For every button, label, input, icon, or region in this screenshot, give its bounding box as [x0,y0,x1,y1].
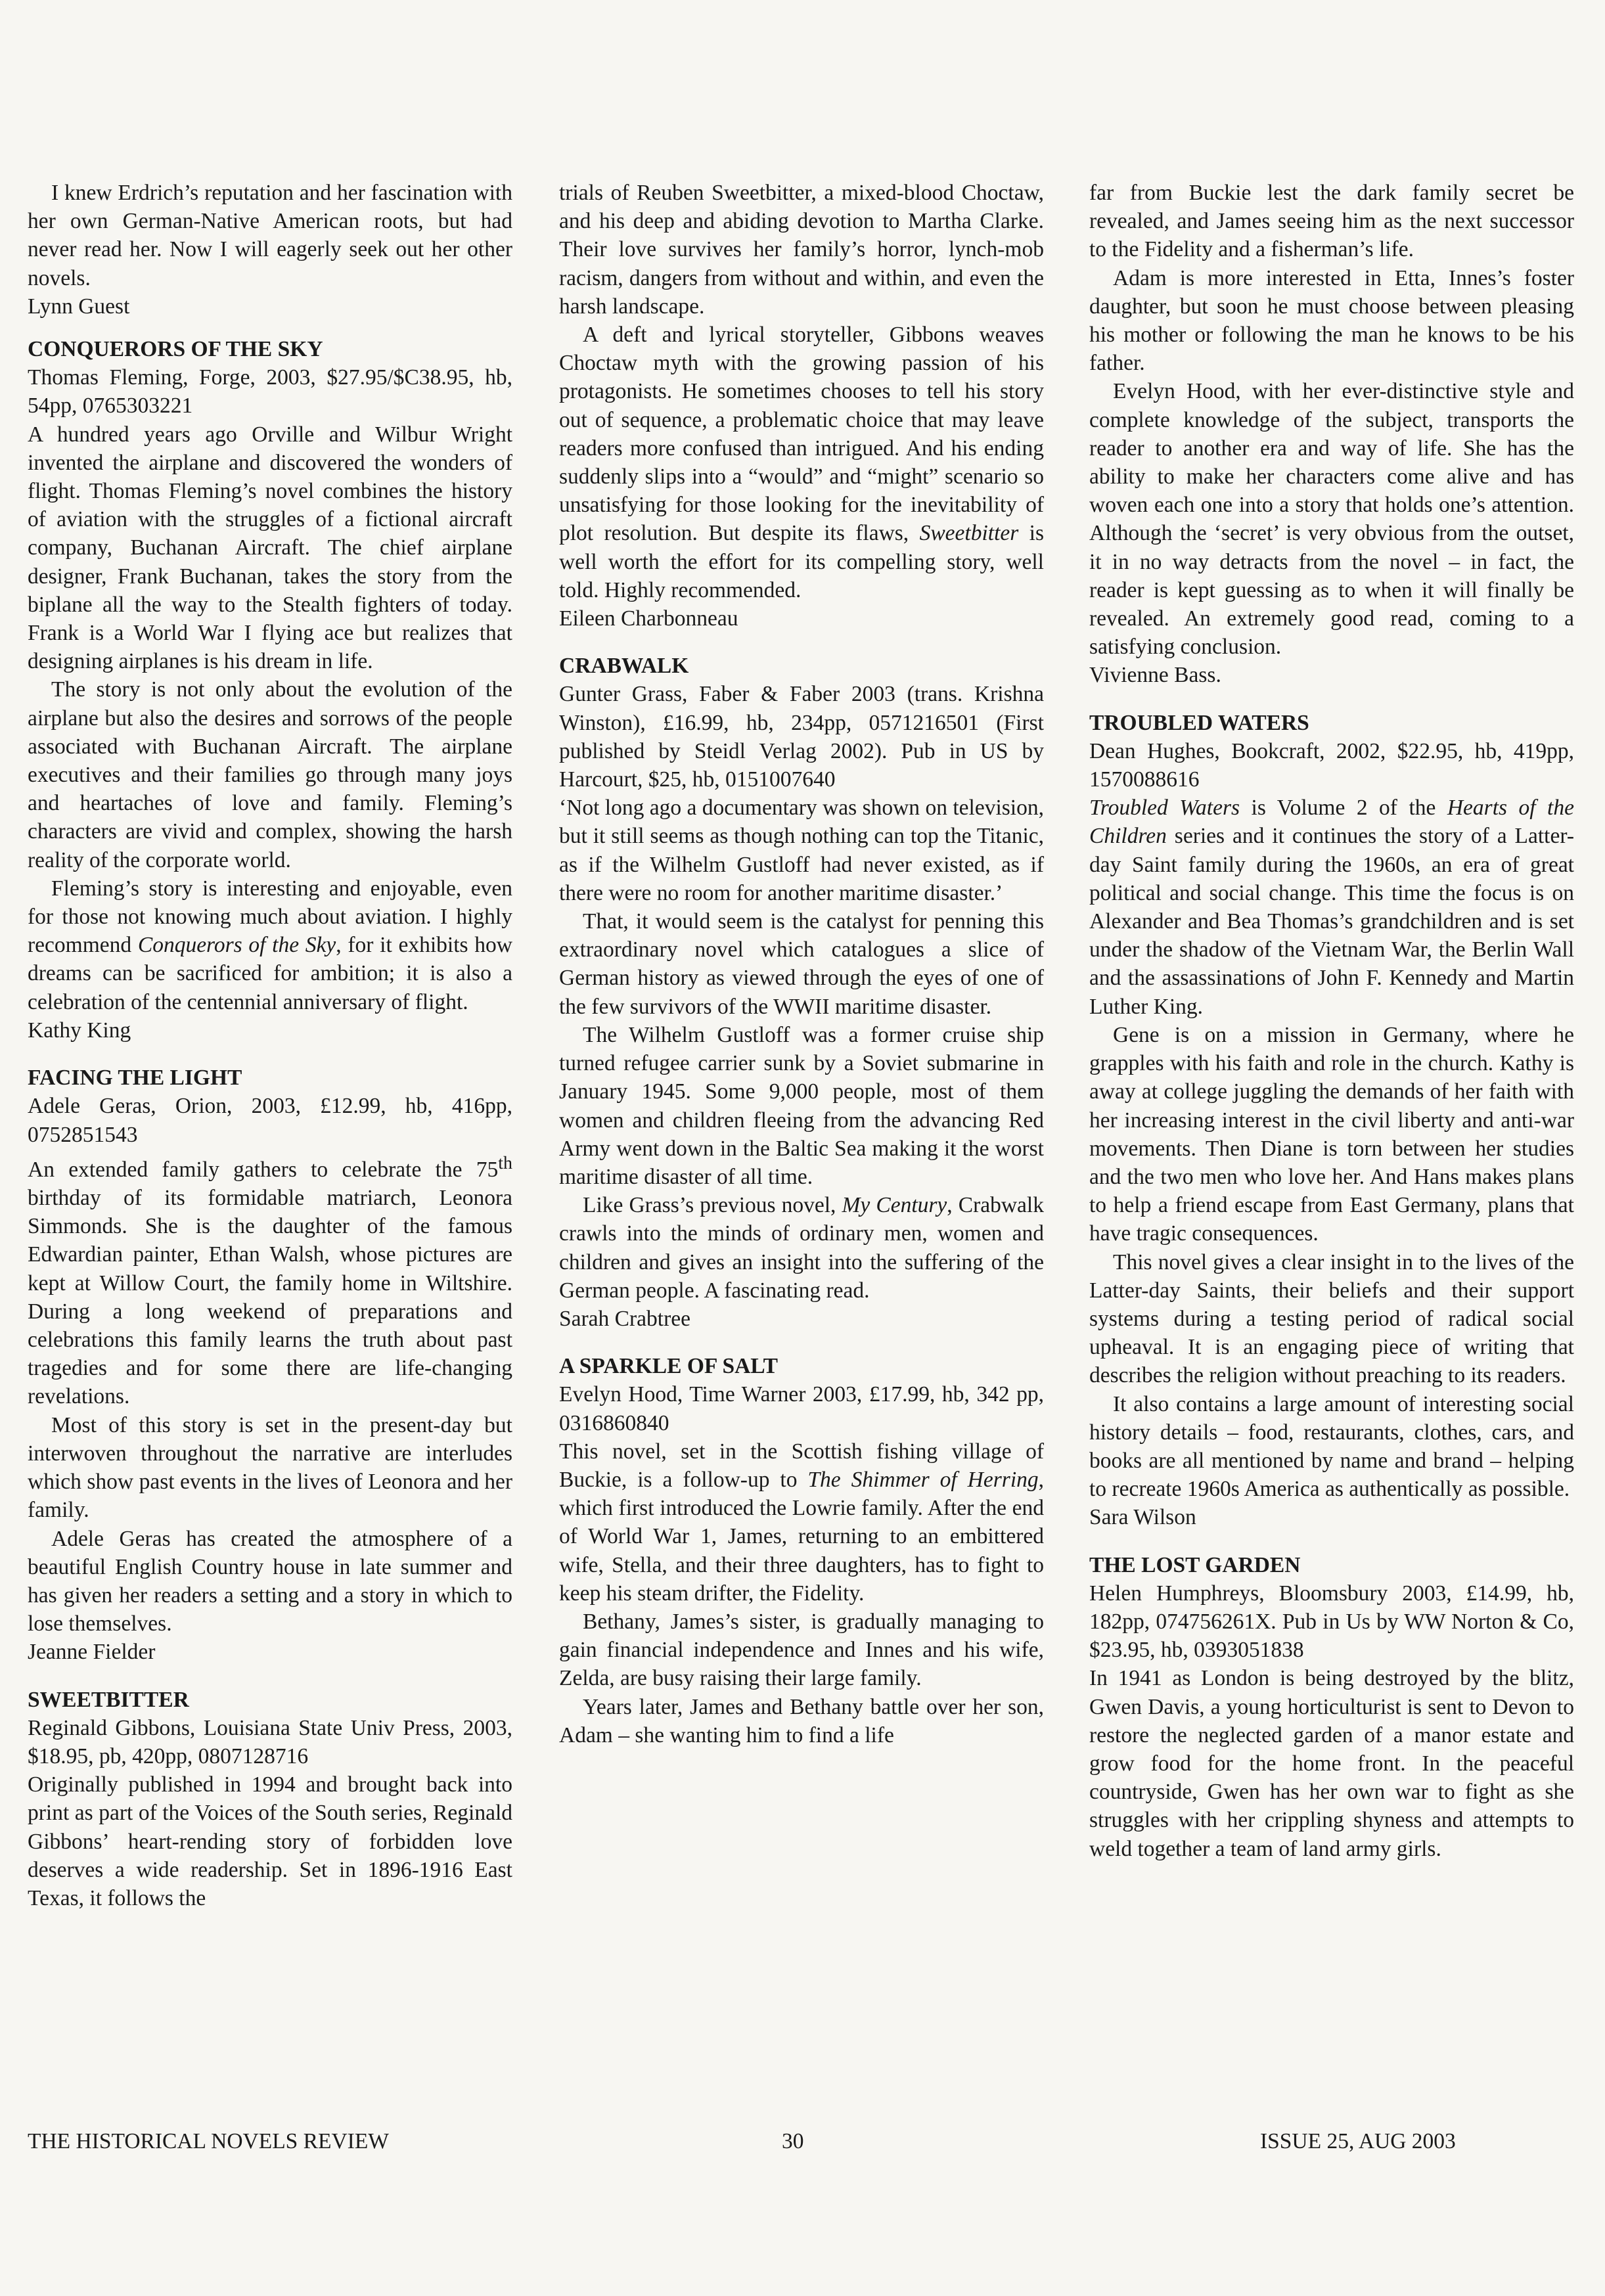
column-1 [28,179,512,1912]
review-paragraph: A deft and lyrical storyteller, Gibbons weaves Choctaw myth with the growing passion of his protagonists. He sometimes chooses to tell his story out of sequence, a problematic choice that may leave readers more confused than intrigued. And his ending suddenly slips into a “would” and “might” scenario so unsatisfying for those looking for the inevitability of plot resolution. But despite its flaws, Sweetbitter is well worth the effort for its compelling story, well told. Highly recommended. [559,323,1044,602]
footer-page-number: 30 [782,2129,804,2153]
ordinal-suffix: th [498,1152,512,1173]
footer-issue: ISSUE 25, AUG 2003 [1260,2129,1456,2153]
review-paragraph: trials of Reuben Sweetbitter, a mixed-blood Choctaw, and his deep and abiding devotion to Martha Clarke. Their love survives her family’s horror, lynch-mob racism, dangers from without and within, and even the harsh landscape. [559,181,1044,319]
book-details: Dean Hughes, Bookcraft, 2002, $22.95, hb, 419pp, 1570088616 [1089,738,1574,792]
review-paragraph: The Wilhelm Gustloff was a former cruise ship turned refugee carrier sunk by a Soviet submarine in January 1945. Some 9,000 people, most of them women and children fleeing from the advancing Red Army went down in the Baltic Sea making it the worst maritime disaster of all time. [559,1022,1044,1189]
review-paragraph: far from Buckie lest the dark family secret be revealed, and James seeing him as the next successor to the Fidelity and a fisherman’s life. [1089,181,1574,262]
review-paragraph: An extended family gathers to celebrate the 75th birthday of its formidable matriarch, Leonora Simmonds. She is the daughter of the famous Edwardian painter, Ethan Walsh, whose pictures are kept at Willow Court, the family home in Wiltshire. During a long weekend of preparations and celebrations this family learns the truth about past tragedies and for some there are life-changing revelations. [28,1152,512,1409]
review-paragraph: Fleming’s story is interesting and enjoyable, even for those not knowing much about aviation. I highly recommend Conquerors of the Sky, for it exhibits how dreams can be sacrificed for ambition; it is also a celebration of the centennial anniversary of flight. [28,876,512,1014]
review-title: FACING THE LIGHT [28,1066,242,1091]
review-paragraph: Adele Geras has created the atmosphere of a beautiful English Country house in late summer and has given her readers a setting and a story in which to lose themselves. [28,1526,512,1636]
review-title: A SPARKLE OF SALT [559,1354,778,1379]
review-paragraph: Like Grass’s previous novel, My Century, Crabwalk crawls into the minds of ordinary men, women and children and gives an insight into the suffering of the German people. A fascinating read. [559,1193,1044,1303]
reviewer-name: Sara Wilson [1089,1505,1196,1530]
reviewer-name: Sarah Crabtree [559,1306,690,1331]
reviewer-name: Eileen Charbonneau [559,606,738,631]
column-2 [559,179,1044,1749]
book-details: Gunter Grass, Faber & Faber 2003 (trans. Krishna Winston), £16.99, hb, 234pp, 0571216501 (First published by Steidl Verlag 2002). Pub in US by Harcourt, $25, hb, 0151007640 [559,682,1044,792]
review-paragraph: Most of this story is set in the present-day but interwoven throughout the narrative are interludes which show past events in the lives of Leonora and her family. [28,1412,512,1523]
review-paragraph: Years later, James and Bethany battle over her son, Adam – she wanting him to find a life [559,1694,1044,1747]
review-paragraph: Originally published in 1994 and brought back into print as part of the Voices of the South series, Reginald Gibbons’ heart-rending story of forbidden love deserves a wide readership. Set in 1896-1916 East Texas, it follows the [28,1772,512,1910]
book-title-italic: My Century [842,1193,947,1218]
review-title: TROUBLED WATERS [1089,710,1309,735]
reviewer-name: Jeanne Fielder [28,1640,156,1665]
review-paragraph: In 1941 as London is being destroyed by the blitz, Gwen Davis, a young horticulturist is sent to Devon to restore the neglected garden of a manor estate and grow food for the home front. In the peaceful countryside, Gwen has her own war to fight as she struggles with her crippling shyness and attempts to weld together a team of land army girls. [1089,1666,1574,1861]
book-title-italic: Sweetbitter [919,521,1019,546]
review-paragraph: This novel gives a clear insight in to the lives of the Latter-day Saints, their beliefs and their support systems during a testing period of radical social upheaval. It is an engaging piece of writing that describes the religion without preaching to its readers. [1089,1249,1574,1388]
review-paragraph: The story is not only about the evolution of the airplane but also the desires and sorrows of the people associated with Buchanan Aircraft. The airplane executives and their families go through many joys and heartaches of love and family. Fleming’s characters are vivid and complex, showing the harsh reality of the corporate world. [28,677,512,872]
book-details: Reginald Gibbons, Louisiana State Univ Press, 2003, $18.95, pb, 420pp, 0807128716 [28,1715,512,1768]
book-title-italic: Troubled Waters [1089,796,1240,821]
review-title: CONQUERORS OF THE SKY [28,337,323,362]
series-title-italic: Hearts of the Children [1089,796,1574,849]
book-title-italic: The Shimmer of Herring [807,1467,1039,1492]
column-3 [1089,179,1574,1863]
review-paragraph: A hundred years ago Orville and Wilbur Wright invented the airplane and discovered the wonders of flight. Thomas Fleming’s novel combines the history of aviation with the struggles of a fictional aircraft company, Buchanan Aircraft. The chief airplane designer, Frank Buchanan, takes the story from the biplane all the way to the Stealth fighters of today. Frank is a World War I flying ace but realizes that designing airplanes is his dream in life. [28,422,512,674]
book-details: Thomas Fleming, Forge, 2003, $27.95/$C38.95, hb, 54pp, 0765303221 [28,365,512,418]
reviewer-name: Vivienne Bass. [1089,663,1221,688]
review-title: SWEETBITTER [28,1687,189,1712]
review-paragraph: ‘Not long ago a documentary was shown on television, but it still seems as though nothing can top the Titanic, as if the Wilhelm Gustloff had never existed, as if there were no room for another maritime disaster.’ [559,796,1044,905]
review-title: CRABWALK [559,654,689,679]
review-paragraph: Adam is more interested in Etta, Innes’s foster daughter, but soon he must choose between pleasing his mother or following the man he knows to be his father. [1089,265,1574,376]
reviewer-name: Kathy King [28,1018,131,1043]
reviewer-name: Lynn Guest [28,294,130,319]
review-paragraph: That, it would seem is the catalyst for penning this extraordinary novel which catalogues a slice of German history as viewed through the eyes of one of the few survivors of the WWII maritime disaster. [559,909,1044,1019]
review-paragraph: It also contains a large amount of interesting social history details – food, restaurants, clothes, cars, and books are all mentioned by name and brand – helping to recreate 1960s America as authentically as possible. [1089,1391,1574,1502]
review-paragraph: Troubled Waters is Volume 2 of the Hearts of the Children series and it continues the story of a Latter-day Saint family during the 1960s, an era of great political and social change. This time the focus is on Alexander and Bea Thomas’s grandchildren and is set under the shadow of the Vietnam War, the Berlin Wall and the assassinations of John F. Kennedy and Martin Luther King. [1089,796,1574,1019]
review-paragraph: I knew Erdrich’s reputation and her fascination with her own German-Native American roots, but had never read her. Now I will eagerly seek out her other novels. [28,181,512,290]
book-details: Evelyn Hood, Time Warner 2003, £17.99, hb, 342 pp, 0316860840 [559,1382,1044,1435]
review-paragraph: Gene is on a mission in Germany, where he grapples with his faith and role in the church. Kathy is away at college juggling the demands of her faith with her increasing interest in the civil liberty and anti-war movements. Then Diane is torn between her studies and the two men who love her. And Hans makes plans to help a friend escape from East Germany, plans that have tragic consequences. [1089,1022,1574,1246]
book-details: Adele Geras, Orion, 2003, £12.99, hb, 416pp, 0752851543 [28,1094,512,1147]
book-details: Helen Humphreys, Bloomsbury 2003, £14.99, hb, 182pp, 074756261X. Pub in Us by WW Norton & Co, $23.95, hb, 0393051838 [1089,1581,1574,1663]
review-paragraph: Evelyn Hood, with her ever-distinctive style and complete knowledge of the subject, transports the reader to another era and way of life. She has the ability to make her characters come alive and has woven each one into a story that holds one’s attention. Although the ‘secret’ is very obvious from the outset, it in no way detracts from the novel – in fact, the reader is kept guessing as to when it will finally be revealed. An extremely good read, coming to a satisfying conclusion. [1089,379,1574,660]
review-paragraph: Bethany, James’s sister, is gradually managing to gain financial independence and Innes and his wife, Zelda, are busy raising their large family. [559,1609,1044,1691]
book-title-italic: Conquerors of the Sky [137,933,336,958]
footer-publication-name: THE HISTORICAL NOVELS REVIEW [28,2129,389,2153]
review-title: THE LOST GARDEN [1089,1552,1301,1577]
review-paragraph: This novel, set in the Scottish fishing village of Buckie, is a follow-up to The Shimmer of Herring, which first introduced the Lowrie family. After the end of World War 1, James, returning to an embittered wife, Stella, and their three daughters, has to fight to keep his steam drifter, the Fidelity. [559,1439,1044,1606]
